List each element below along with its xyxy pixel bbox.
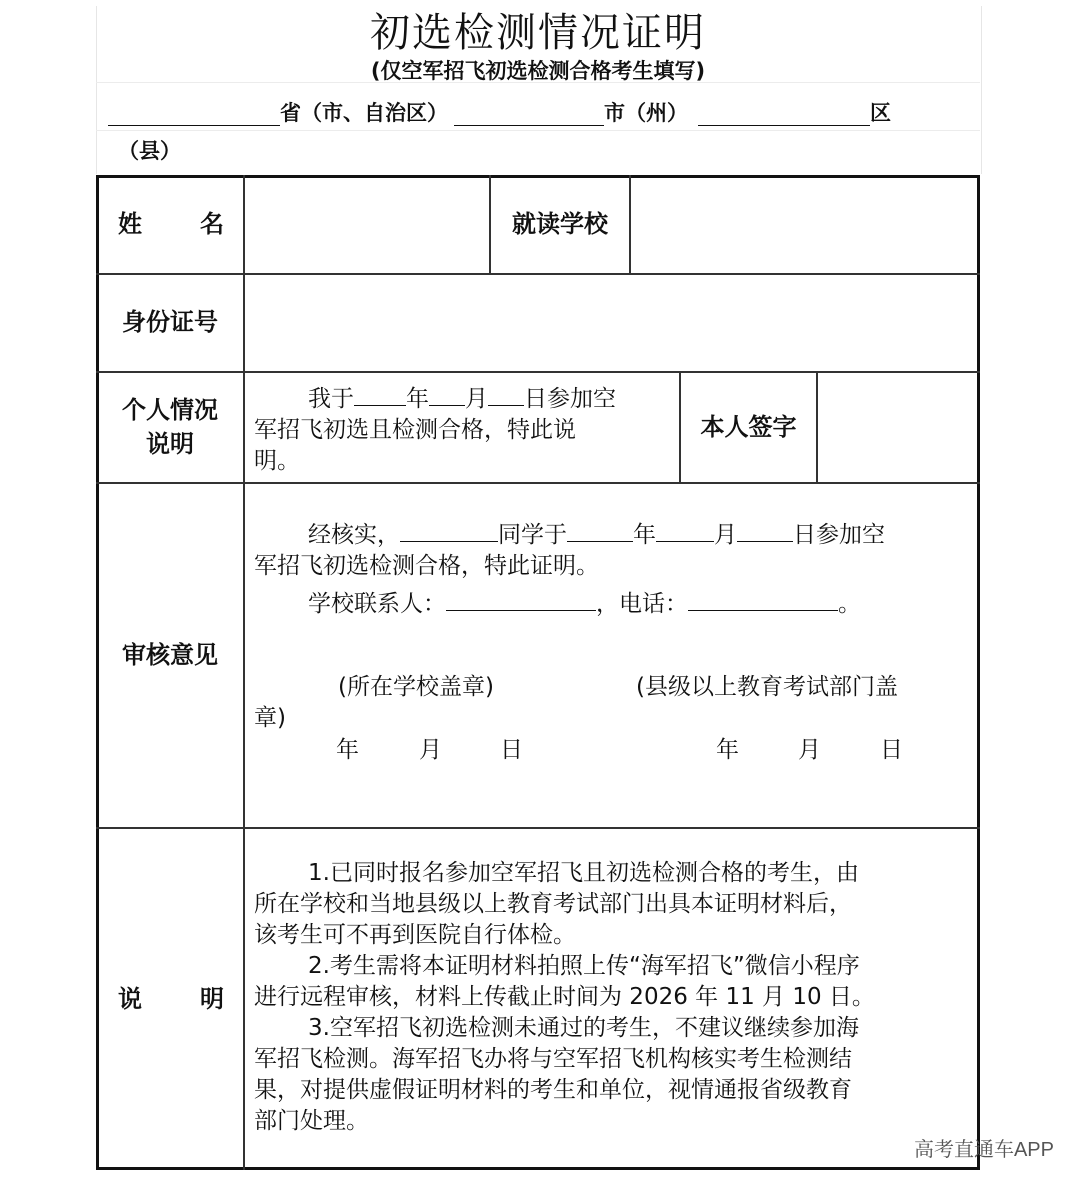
city-label: 市（州） [604,101,688,125]
document-title: 初选检测情况证明 [370,10,706,56]
dept-date-day: 日 [880,737,903,763]
notes-text [254,858,969,1137]
statement-word: 日参加空 [524,386,616,412]
day-blank[interactable] [488,381,524,406]
personal-statement-text [254,381,674,477]
signature-field[interactable] [819,373,976,481]
review-line-1 [254,517,969,551]
id-number-field[interactable] [246,275,976,369]
watermark-text: 高考直通车APP [913,1139,1054,1161]
header-divider [96,130,980,131]
review-word: 日参加空 [793,522,885,548]
school-field[interactable] [632,178,976,272]
year-blank[interactable] [354,381,406,406]
review-word: 同学于 [498,522,567,548]
notes-label-char-2: 明 [200,984,224,1013]
review-period: 。 [838,591,861,617]
name-label-char-2: 名 [200,210,224,238]
county-label: （县） [118,139,181,163]
review-month-blank[interactable] [656,517,714,542]
region-line [108,96,891,130]
review-text [254,517,969,620]
phone-label: ，电话： [596,591,688,617]
notes-line: 果，对提供虚假证明材料的考生和单位，视情通报省级教育 [254,1077,852,1103]
form-table [96,175,980,1170]
notes-label [96,827,244,1170]
statement-word: 我于 [308,386,354,412]
notes-line: 该考生可不再到医院自行体检。 [254,922,576,948]
notes-line: 部门处理。 [254,1108,369,1134]
month-blank[interactable] [429,381,465,406]
review-year-blank[interactable] [567,517,633,542]
statement-line-1 [254,381,674,415]
notes-line: 军招飞检测。海军招飞办将与空军招飞机构核实考生检测结 [254,1046,852,1072]
phone-blank[interactable] [688,586,838,611]
personal-label-line-1: 个人情况 [122,395,218,424]
province-blank[interactable] [108,101,280,126]
table-border [977,175,980,1170]
district-label: 区 [870,101,891,125]
school-seal-label: (所在学校盖章) [338,674,494,700]
school-date-day: 日 [500,737,523,763]
statement-word: 月 [465,386,488,412]
notes-line: 进行远程审核，材料上传截止时间为 2026 年 11 月 10 日。 [254,984,875,1010]
notes-line: 1.已同时报名参加空军招飞且初选检测合格的考生，由 [308,860,859,886]
document-subtitle: (仅空军招飞初选检测合格考生填写) [370,59,706,83]
personal-label-line-2: 说明 [146,429,194,458]
notes-label-char-1: 说 [118,984,142,1013]
id-number-label: 身份证号 [122,308,218,336]
city-blank[interactable] [454,101,604,126]
dept-date-year: 年 [716,737,739,763]
notes-line: 所在学校和当地县级以上教育考试部门出具本证明材料后， [254,891,852,917]
signature-label: 本人签字 [700,412,797,441]
name-label [96,175,244,273]
notes-line: 3.空军招飞初选检测未通过的考生，不建议继续参加海 [308,1015,859,1041]
student-name-blank[interactable] [400,517,498,542]
notes-line: 2.考生需将本证明材料拍照上传“海军招飞”微信小程序 [308,953,860,979]
review-word: 月 [714,522,737,548]
contact-blank[interactable] [446,586,596,611]
name-label-char-1: 姓 [118,210,142,238]
name-field[interactable] [246,178,488,272]
school-label: 就读学校 [512,210,608,238]
review-label: 审核意见 [122,640,218,669]
province-label: 省（市、自治区） [280,101,448,125]
dept-seal-label-cont: 章) [254,705,286,731]
review-line-2: 军招飞初选检测合格，特此证明。 [254,553,599,579]
review-word: 经核实， [308,522,400,548]
personal-statement-label [96,371,244,482]
dept-seal-label: (县级以上教育考试部门盖 [636,674,898,700]
review-day-blank[interactable] [737,517,793,542]
statement-line-2: 军招飞初选且检测合格，特此说 [254,417,576,443]
statement-line-3: 明。 [254,448,300,474]
review-contact-line [254,586,969,620]
district-blank[interactable] [698,101,870,126]
contact-label: 学校联系人： [308,591,446,617]
review-word: 年 [633,522,656,548]
school-date-month: 月 [419,737,442,763]
school-date-year: 年 [336,737,359,763]
dept-date-month: 月 [798,737,821,763]
statement-word: 年 [406,386,429,412]
